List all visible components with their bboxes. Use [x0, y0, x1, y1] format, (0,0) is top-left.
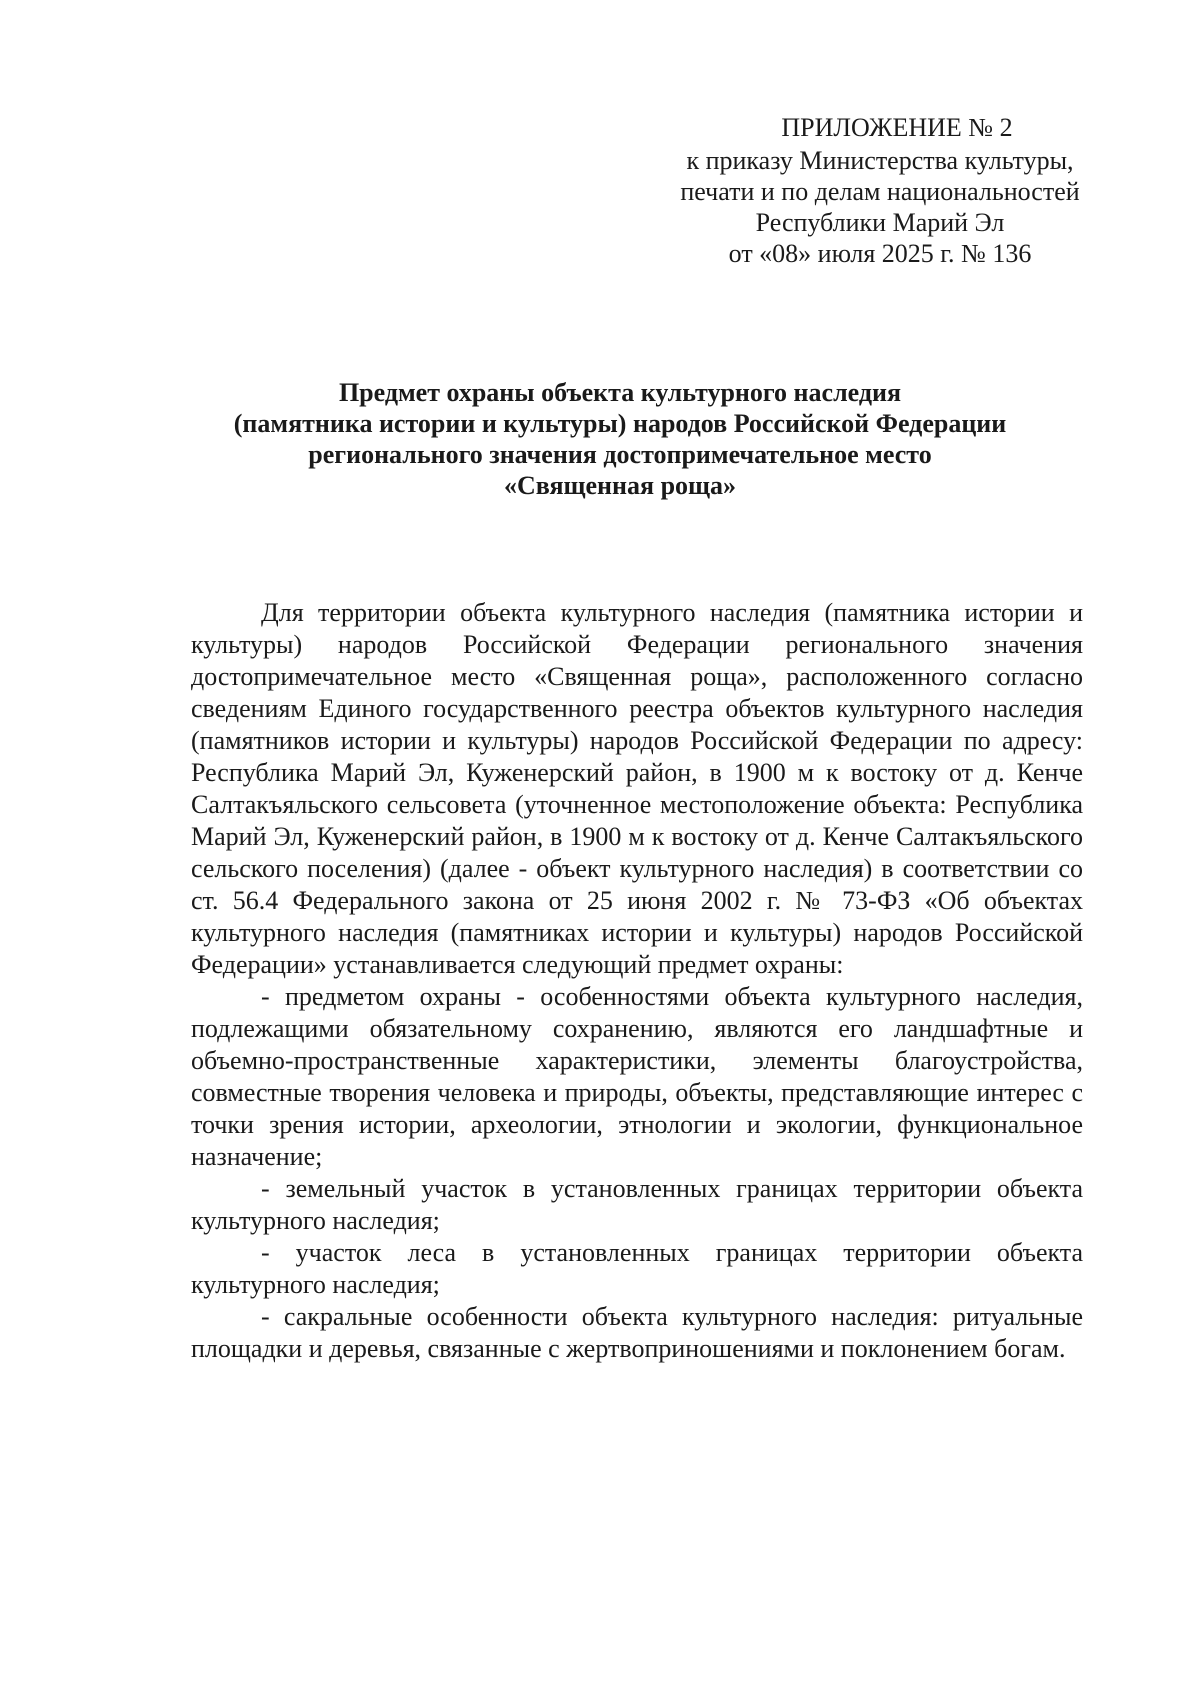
heading-line-4: «Священная роща» — [504, 471, 736, 500]
appendix-line-4: от «08» июля 2025 г. № 136 — [728, 239, 1032, 268]
heading-line-2: (памятника истории и культуры) народов Российской Федерации — [233, 409, 1007, 438]
appendix-title: ПРИЛОЖЕНИЕ № 2 — [781, 113, 1013, 142]
appendix-block — [640, 112, 1120, 269]
appendix-line-2: печати и по делам национальностей — [680, 177, 1080, 206]
appendix-line-1: к приказу Министерства культуры, — [686, 146, 1074, 175]
heading-line-3: регионального значения достопримечательное место — [308, 440, 932, 469]
list-item: - земельный участок в установленных границах территории объекта культурного наследия; — [191, 1174, 1083, 1235]
list-item: - участок леса в установленных границах территории объекта культурного наследия; — [191, 1238, 1083, 1299]
heading-line-1: Предмет охраны объекта культурного наследия — [338, 378, 902, 407]
list-item: - сакральные особенности объекта культурного наследия: ритуальные площадки и деревья, связанные с жертвоприношениями и поклонением богам. — [191, 1302, 1083, 1363]
document-body — [191, 597, 1083, 1365]
document-heading — [140, 377, 1100, 501]
appendix-line-3: Республики Марий Эл — [755, 208, 1005, 237]
intro-paragraph: Для территории объекта культурного наследия (памятника истории и культуры) народов Российской Федерации регионального значения достопримечательное место «Священная роща», расположенного согласно сведениям Единого государственного реестра объектов культурного наследия (памятников истории и культуры) народов Российской Федерации по адресу: Республика Марий Эл, Куженерский район, в 1900 м к востоку от д. Кенче Салтакъяльского сельсовета (уточненное местоположение объекта: Республика Марий Эл, Куженерский район, в 1900 м к востоку от д. Кенче Салтакъяльского сельского поселения) (далее - объект культурного наследия) в соответствии со ст. 56.4 Федерального закона от 25 июня 2002 г. № 73-ФЗ «Об объектах культурного наследия (памятниках истории и культуры) народов Российской Федерации» устанавливается следующий предмет охраны: — [191, 598, 1083, 979]
list-item: - предметом охраны - особенностями объекта культурного наследия, подлежащими обязательному сохранению, являются его ландшафтные и объемно-пространственные характеристики, элементы благоустройства, совместные творения человека и природы, объекты, представляющие интерес с точки зрения истории, археологии, этнологии и экологии, функциональное назначение; — [191, 982, 1083, 1171]
